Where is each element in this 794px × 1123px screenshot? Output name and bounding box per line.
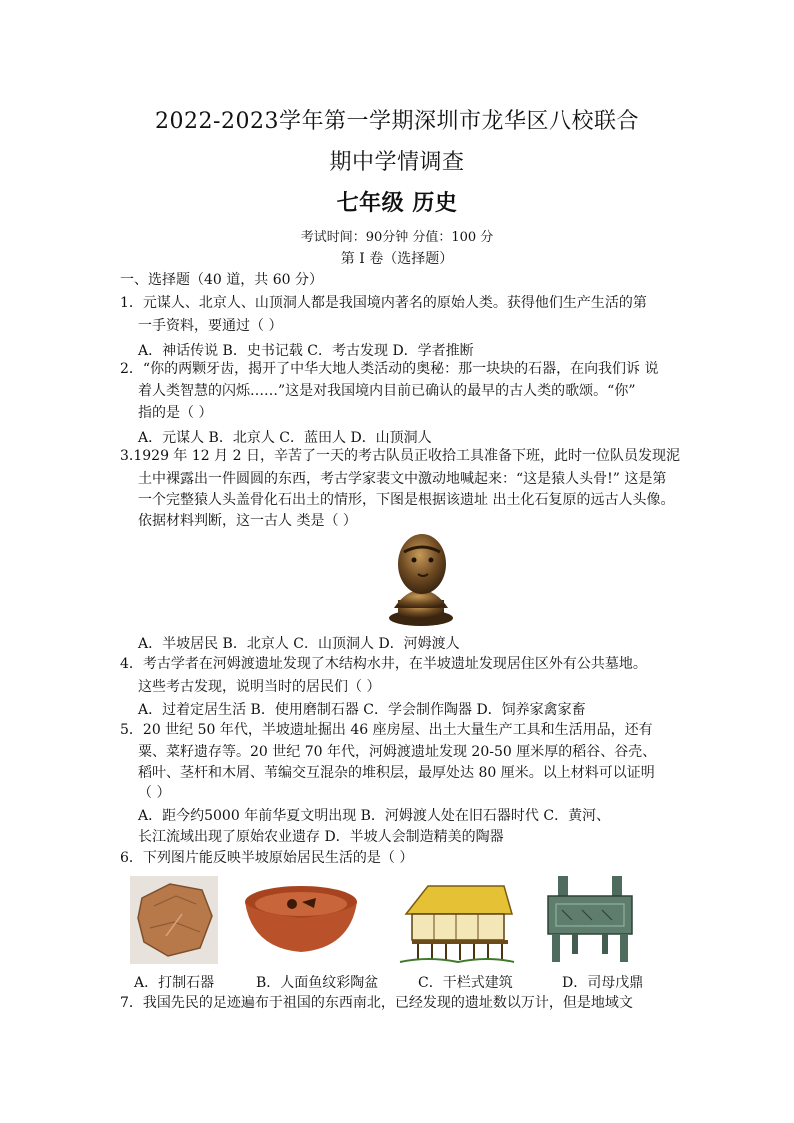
q6-caption-a: A．打制石器 <box>134 975 215 991</box>
q6-stem-line1: 6．下列图片能反映半坡原始居民生活的是（ ） <box>120 850 414 866</box>
q3-options: A．半坡居民 B．北京人 C．山顶洞人 D．河姆渡人 <box>138 636 460 652</box>
q5-options-line1: A．距今约5000 年前华夏文明出现 B．河姆渡人处在旧石器时代 C．黄河、 <box>138 808 611 824</box>
exam-title-line1: 2022-2023学年第一学期深圳市龙华区八校联合 <box>155 109 639 134</box>
q6-caption-c: C．干栏式建筑 <box>418 975 513 991</box>
q5-stem-line2: 粟、菜籽遗存等。20 世纪 70 年代，河姆渡遗址发现 20-50 厘米厚的稻谷、谷壳、 <box>138 744 657 760</box>
q7-stem-line1: 7．我国先民的足迹遍布于祖国的东西南北，已经发现的遗址数以万计，但是地域文 <box>120 995 633 1011</box>
q6-caption-b: B．人面鱼纹彩陶盆 <box>256 975 379 991</box>
bust-of-ancient-human-image <box>376 528 466 628</box>
q4-stem-line2: 这些考古发现，说明当时的居民们（ ） <box>138 679 381 695</box>
stone-tool-image <box>130 876 218 964</box>
q3-stem-line3: 一个完整猿人头盖骨化石出土的情形，下图是根据该遗址 出土化石复原的远古人头像。 <box>138 492 675 508</box>
q1-stem-line1: 1．元谋人、北京人、山顶洞人都是我国境内著名的原始人类。获得他们生产生活的第 <box>120 295 647 311</box>
q3-stem-line2: 土中裸露出一件圆圆的东西，考古学家裴文中激动地喊起来：“这是猿人头骨!” 这是第 <box>138 471 667 487</box>
exam-title-line2: 期中学情调查 <box>329 150 465 175</box>
volume-label: 第 I 卷（选择题） <box>340 251 454 267</box>
q4-stem-line1: 4．考古学者在河姆渡遗址发现了木结构水井，在半坡遗址发现居住区外有公共墓地。 <box>120 656 647 672</box>
q1-options: A．神话传说 B．史书记载 C．考古发现 D．学者推断 <box>138 343 474 359</box>
q2-stem-line1: 2．“你的两颗牙齿，揭开了中华大地人类活动的奥秘：那一块块的石器，在向我们诉 说 <box>120 361 659 377</box>
q5-options-line2: 长江流域出现了原始农业遗存 D．半坡人会制造精美的陶器 <box>138 829 504 845</box>
q3-stem-line1: 3.1929 年 12 月 2 日，辛苦了一天的考古队员正收拾工具准备下班，此时一位队员发现泥 <box>120 448 680 464</box>
q5-stem-line3: 稻叶、茎杆和木屑、苇编交互混杂的堆积层，最厚处达 80 厘米。以上材料可以证明 <box>138 765 655 781</box>
bronze-ding-image <box>542 874 638 966</box>
q5-stem-line1: 5．20 世纪 50 年代，半坡遗址掘出 46 座房屋、出土大量生产工具和生活用品，还有 <box>120 722 653 738</box>
q2-options: A．元谋人 B．北京人 C．蓝田人 D．山顶洞人 <box>138 430 432 446</box>
q1-stem-line2: 一手资料，要通过（ ） <box>138 318 283 334</box>
q5-stem-line4: （ ） <box>138 785 171 801</box>
stilt-house-image <box>398 878 516 964</box>
q6-caption-d: D．司母戊鼎 <box>562 975 644 991</box>
section-heading: 一、选择题（40 道，共 60 分） <box>120 272 323 288</box>
painted-pottery-basin-image <box>242 882 360 958</box>
q4-options: A．过着定居生活 B．使用磨制石器 C．学会制作陶器 D．饲养家禽家畜 <box>138 702 586 718</box>
q3-stem-line4: 依据材料判断，这一古人 类是（ ） <box>138 513 357 529</box>
q2-stem-line3: 指的是（ ） <box>138 405 213 421</box>
exam-subject-title: 七年级 历史 <box>336 190 458 216</box>
q2-stem-line2: 着人类智慧的闪烁……”这是对我国境内目前已确认的最早的古人类的歌颂。“你” <box>138 383 636 399</box>
exam-info: 考试时间：90分钟 分值：100 分 <box>300 230 494 245</box>
